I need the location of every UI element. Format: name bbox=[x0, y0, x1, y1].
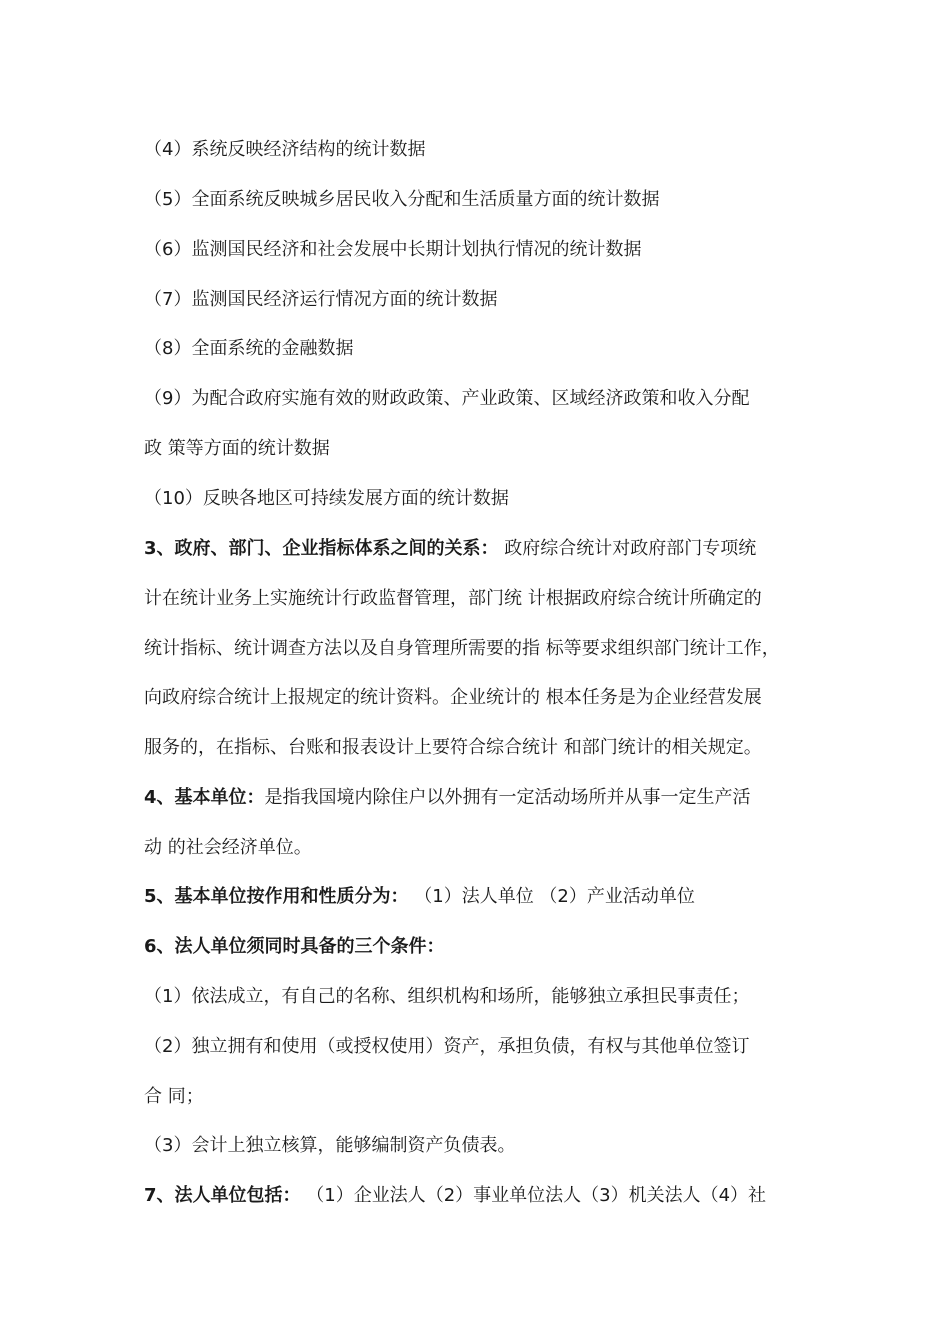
list-item-9 bbox=[144, 386, 824, 412]
line-text: 统计指标、统计调查方法以及自身管理所需要的指 标等要求组织部门统计工作， bbox=[144, 638, 780, 659]
section-5-heading-line bbox=[144, 884, 824, 910]
paragraph-line bbox=[144, 636, 824, 662]
section-4-heading-line bbox=[144, 785, 824, 811]
condition-item-2 bbox=[144, 1034, 824, 1060]
list-item-9-continued bbox=[144, 436, 824, 462]
line-text: （4）系统反映经济结构的统计数据 bbox=[144, 139, 426, 160]
line-text: 服务的，在指标、台账和报表设计上要符合综合统计 和部门统计的相关规定。 bbox=[144, 737, 762, 758]
line-text: （7）监测国民经济运行情况方面的统计数据 bbox=[144, 289, 498, 310]
line-text: 动 的社会经济单位。 bbox=[144, 837, 312, 858]
list-item-8 bbox=[144, 336, 824, 362]
condition-item-3 bbox=[144, 1133, 824, 1159]
line-text: 向政府综合统计上报规定的统计资料。企业统计的 根本任务是为企业经营发展 bbox=[144, 687, 762, 708]
line-text: 计在统计业务上实施统计行政监督管理，部门统 计根据政府综合统计所确定的 bbox=[144, 588, 762, 609]
line-text: （10）反映各地区可持续发展方面的统计数据 bbox=[144, 488, 509, 509]
line-text: （1）依法成立，有自己的名称、组织机构和场所，能够独立承担民事责任； bbox=[144, 986, 750, 1007]
condition-item-2-continued bbox=[144, 1084, 824, 1110]
section-3-heading-line bbox=[144, 536, 824, 562]
line-text: 是指我国境内除住户以外拥有一定活动场所并从事一定生产活 bbox=[264, 787, 751, 808]
line-text: 合 同； bbox=[144, 1086, 204, 1107]
paragraph-line bbox=[144, 835, 824, 861]
list-item-4 bbox=[144, 137, 824, 163]
line-text: （5）全面系统反映城乡居民收入分配和生活质量方面的统计数据 bbox=[144, 189, 660, 210]
line-text: （8）全面系统的金融数据 bbox=[144, 338, 354, 359]
list-item-5 bbox=[144, 187, 824, 213]
line-text: （3）会计上独立核算，能够编制资产负债表。 bbox=[144, 1135, 516, 1156]
section-7-heading-line bbox=[144, 1183, 824, 1209]
list-item-10 bbox=[144, 486, 824, 512]
line-text: （1）法人单位 （2）产业活动单位 bbox=[408, 886, 695, 907]
condition-item-1 bbox=[144, 984, 824, 1010]
line-text: （2）独立拥有和使用（或授权使用）资产，承担负债，有权与其他单位签订 bbox=[144, 1036, 750, 1057]
paragraph-line bbox=[144, 685, 824, 711]
list-item-6 bbox=[144, 237, 824, 263]
section-6-heading-line bbox=[144, 934, 824, 960]
section-heading: 5、基本单位按作用和性质分为： bbox=[144, 886, 409, 907]
section-heading: 7、法人单位包括： bbox=[144, 1185, 301, 1206]
line-text: 政 策等方面的统计数据 bbox=[144, 438, 330, 459]
paragraph-line bbox=[144, 735, 824, 761]
line-text: 政府综合统计对政府部门专项统 bbox=[498, 538, 757, 559]
line-text: （6）监测国民经济和社会发展中长期计划执行情况的统计数据 bbox=[144, 239, 642, 260]
section-heading: 6、法人单位须同时具备的三个条件： bbox=[144, 936, 445, 957]
section-heading: 4、基本单位： bbox=[144, 787, 265, 808]
list-item-7 bbox=[144, 287, 824, 313]
paragraph-line bbox=[144, 586, 824, 612]
line-text: （9）为配合政府实施有效的财政政策、产业政策、区域经济政策和收入分配 bbox=[144, 388, 750, 409]
section-heading: 3、政府、部门、企业指标体系之间的关系： bbox=[144, 538, 499, 559]
line-text: （1）企业法人（2）事业单位法人（3）机关法人（4）社 bbox=[300, 1185, 767, 1206]
